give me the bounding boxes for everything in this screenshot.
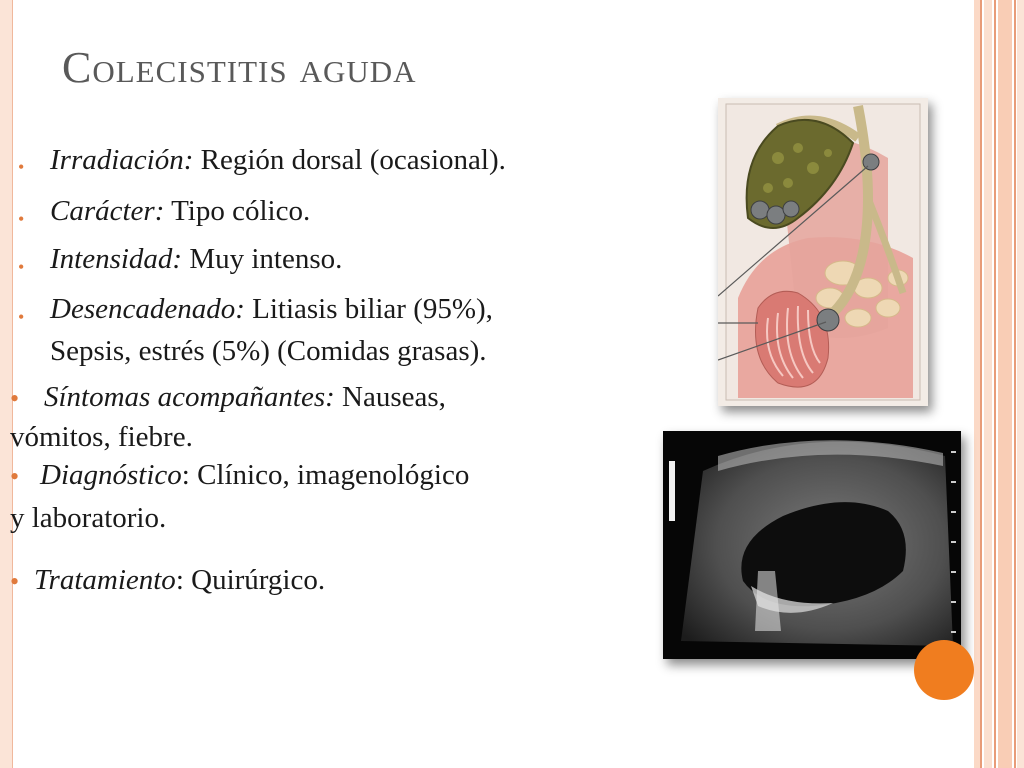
list-item-line — [50, 192, 310, 230]
bullet-glyph: • — [18, 209, 25, 229]
list-item-line — [44, 378, 446, 416]
list-item-line — [50, 141, 506, 179]
list-item-text: Región dorsal (ocasional). — [193, 144, 506, 176]
bullet-glyph: • — [10, 567, 20, 596]
list-item-continuation: vómitos, fiebre. — [10, 421, 193, 453]
list-item-text: Muy intenso. — [182, 243, 343, 275]
list-item-label: Desencadenado: — [50, 293, 245, 325]
bullet-glyph: • — [10, 462, 20, 491]
bullet-glyph: • — [10, 384, 20, 413]
ultrasound-image — [663, 431, 961, 659]
list-item-line — [50, 240, 342, 278]
orange-circle-decoration — [914, 640, 974, 700]
bullet-glyph: • — [18, 157, 25, 177]
list-item-text: Nauseas, — [334, 381, 446, 413]
list-item-line — [40, 456, 469, 494]
slide-title: Colecistitis aguda — [62, 43, 417, 92]
list-item-label: Diagnóstico — [40, 459, 182, 491]
list-item-label: Irradiación: — [50, 144, 194, 176]
list-item-label: Intensidad: — [50, 243, 183, 275]
gallbladder-illustration — [718, 98, 928, 406]
bullet-glyph: • — [18, 257, 25, 277]
list-item-line — [50, 290, 493, 328]
list-item-text: : Clínico, imagenológico — [181, 459, 470, 491]
list-item-label: Tratamiento — [34, 564, 176, 596]
list-item-line — [34, 561, 325, 599]
list-item-continuation: Sepsis, estrés (5%) (Comidas grasas). — [50, 335, 487, 367]
bullet-glyph: • — [18, 307, 25, 327]
list-item-text: Litiasis biliar (95%), — [244, 293, 493, 325]
list-item-text: Tipo cólico. — [164, 195, 311, 227]
list-item-label: Carácter: — [50, 195, 165, 227]
right-stripe-decoration — [974, 0, 1024, 768]
list-item-text: : Quirúrgico. — [175, 564, 326, 596]
list-item-label: Síntomas acompañantes: — [44, 381, 335, 413]
list-item-continuation: y laboratorio. — [10, 502, 167, 534]
